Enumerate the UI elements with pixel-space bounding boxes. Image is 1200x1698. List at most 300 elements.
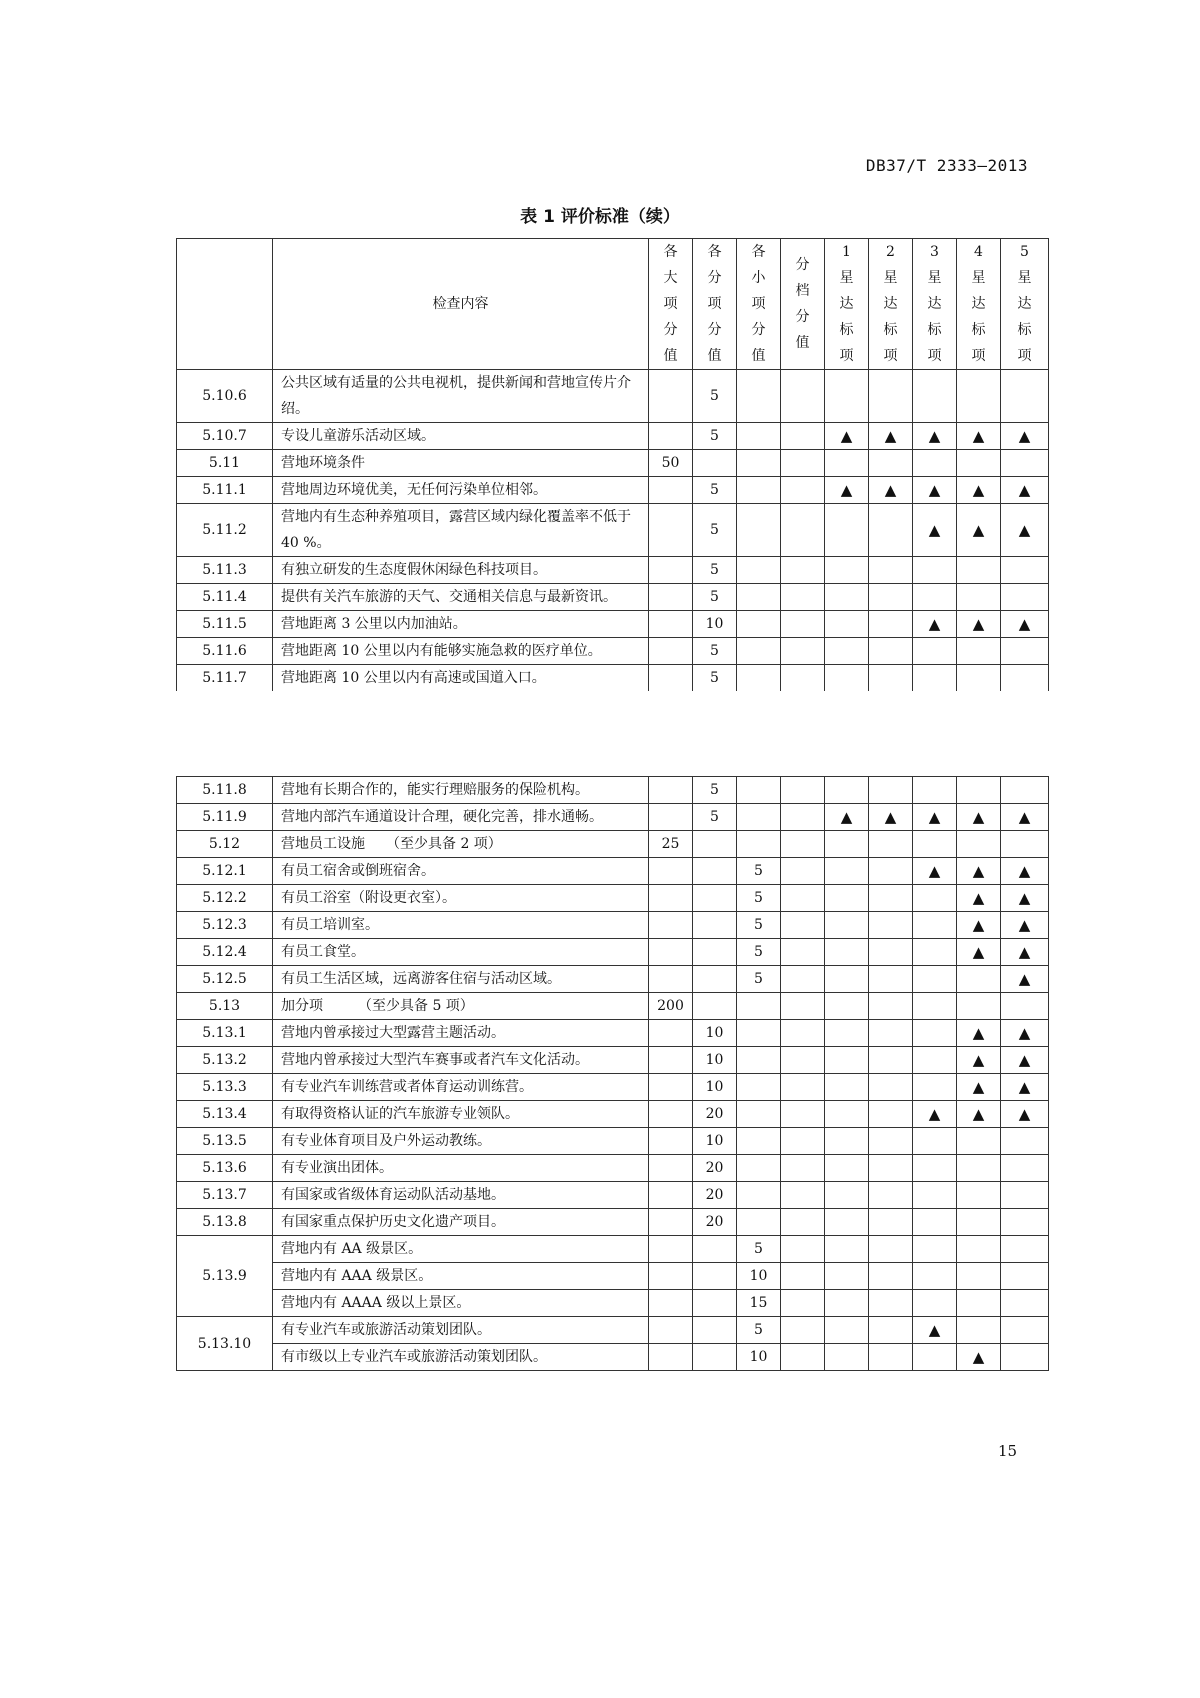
table-row <box>177 804 1049 831</box>
tier-score <box>781 584 825 611</box>
item-code: 5.11.8 <box>177 777 273 804</box>
star1-mark <box>825 1020 869 1047</box>
item-content: 营地有长期合作的，能实行理赔服务的保险机构。 <box>273 777 649 804</box>
star3-mark <box>913 1155 957 1182</box>
header-star2: 2 星 达 标 项 <box>869 239 913 370</box>
small-score: 5 <box>737 1236 781 1263</box>
item-content: 有员工食堂。 <box>273 939 649 966</box>
sub-score: 5 <box>693 665 737 692</box>
big-score <box>649 1074 693 1101</box>
star1-mark <box>825 1155 869 1182</box>
small-score: 10 <box>737 1263 781 1290</box>
tier-score <box>781 1074 825 1101</box>
table-row <box>177 1209 1049 1236</box>
tier-score <box>781 885 825 912</box>
star3-mark <box>913 1020 957 1047</box>
star3-mark <box>913 831 957 858</box>
star3-mark <box>913 885 957 912</box>
page-number: 15 <box>998 1442 1018 1460</box>
item-code: 5.13.6 <box>177 1155 273 1182</box>
table-row <box>177 966 1049 993</box>
star2-mark <box>869 1317 913 1344</box>
star5-mark <box>1001 1290 1049 1317</box>
header-sub: 各 分 项 分 值 <box>693 239 737 370</box>
item-code: 5.13.1 <box>177 1020 273 1047</box>
sub-score <box>693 912 737 939</box>
tier-score <box>781 450 825 477</box>
big-score: 50 <box>649 450 693 477</box>
header-star5: 5 星 达 标 项 <box>1001 239 1049 370</box>
star1-mark <box>825 777 869 804</box>
sub-score: 10 <box>693 611 737 638</box>
item-code: 5.10.7 <box>177 423 273 450</box>
small-score <box>737 1047 781 1074</box>
table-row <box>177 638 1049 665</box>
item-code: 5.11.1 <box>177 477 273 504</box>
sub-score: 5 <box>693 370 737 423</box>
star4-mark: ▲ <box>957 804 1001 831</box>
star1-mark: ▲ <box>825 477 869 504</box>
star1-mark <box>825 638 869 665</box>
item-code: 5.13.10 <box>177 1317 273 1371</box>
star1-mark <box>825 1317 869 1344</box>
big-score <box>649 638 693 665</box>
star5-mark <box>1001 1344 1049 1371</box>
item-content: 营地内曾承接过大型露营主题活动。 <box>273 1020 649 1047</box>
star2-mark <box>869 1209 913 1236</box>
star4-mark <box>957 638 1001 665</box>
star1-mark <box>825 1101 869 1128</box>
table-row <box>177 477 1049 504</box>
star1-mark <box>825 858 869 885</box>
star4-mark: ▲ <box>957 477 1001 504</box>
star4-mark <box>957 1182 1001 1209</box>
item-code: 5.13.5 <box>177 1128 273 1155</box>
star5-mark: ▲ <box>1001 912 1049 939</box>
big-score <box>649 939 693 966</box>
star3-mark: ▲ <box>913 858 957 885</box>
item-content: 有员工生活区域，远离游客住宿与活动区域。 <box>273 966 649 993</box>
sub-score <box>693 993 737 1020</box>
small-score <box>737 450 781 477</box>
star4-mark <box>957 1290 1001 1317</box>
star2-mark <box>869 1128 913 1155</box>
header-star3: 3 星 达 标 项 <box>913 239 957 370</box>
table-row <box>177 1047 1049 1074</box>
small-score: 5 <box>737 966 781 993</box>
item-code: 5.13.4 <box>177 1101 273 1128</box>
item-content: 营地内部汽车通道设计合理，硬化完善，排水通畅。 <box>273 804 649 831</box>
star1-mark <box>825 370 869 423</box>
tier-score <box>781 638 825 665</box>
item-content: 营地环境条件 <box>273 450 649 477</box>
big-score <box>649 370 693 423</box>
sub-score: 5 <box>693 423 737 450</box>
star1-mark <box>825 939 869 966</box>
table-row <box>177 831 1049 858</box>
tier-score <box>781 477 825 504</box>
star2-mark <box>869 1074 913 1101</box>
sub-score: 5 <box>693 638 737 665</box>
big-score <box>649 1182 693 1209</box>
item-code: 5.12.3 <box>177 912 273 939</box>
small-score: 5 <box>737 912 781 939</box>
item-code: 5.11 <box>177 450 273 477</box>
tier-score <box>781 1344 825 1371</box>
small-score: 5 <box>737 1317 781 1344</box>
star5-mark <box>1001 1155 1049 1182</box>
star3-mark <box>913 966 957 993</box>
star3-mark <box>913 1263 957 1290</box>
big-score: 200 <box>649 993 693 1020</box>
small-score <box>737 584 781 611</box>
tier-score <box>781 912 825 939</box>
star3-mark: ▲ <box>913 611 957 638</box>
item-code: 5.11.2 <box>177 504 273 557</box>
table-row <box>177 1101 1049 1128</box>
sub-score: 20 <box>693 1209 737 1236</box>
table-row <box>177 1155 1049 1182</box>
item-code: 5.13.7 <box>177 1182 273 1209</box>
item-content: 有独立研发的生态度假休闲绿色科技项目。 <box>273 557 649 584</box>
sub-score: 20 <box>693 1101 737 1128</box>
item-code: 5.12.4 <box>177 939 273 966</box>
sub-score: 5 <box>693 557 737 584</box>
table-row <box>177 665 1049 692</box>
star2-mark <box>869 1182 913 1209</box>
item-content: 营地内曾承接过大型汽车赛事或者汽车文化活动。 <box>273 1047 649 1074</box>
star2-mark <box>869 1155 913 1182</box>
star3-mark: ▲ <box>913 504 957 557</box>
star5-mark: ▲ <box>1001 423 1049 450</box>
big-score <box>649 477 693 504</box>
table-row <box>177 504 1049 557</box>
table-row <box>177 939 1049 966</box>
star1-mark <box>825 1263 869 1290</box>
star2-mark <box>869 557 913 584</box>
tier-score <box>781 1209 825 1236</box>
small-score <box>737 1209 781 1236</box>
tier-score <box>781 858 825 885</box>
star2-mark <box>869 966 913 993</box>
header-star1: 1 星 达 标 项 <box>825 239 869 370</box>
document-code: DB37/T 2333—2013 <box>865 156 1028 175</box>
star3-mark <box>913 1182 957 1209</box>
star3-mark <box>913 939 957 966</box>
star1-mark <box>825 966 869 993</box>
table-row <box>177 1074 1049 1101</box>
star5-mark: ▲ <box>1001 477 1049 504</box>
big-score <box>649 966 693 993</box>
star2-mark <box>869 665 913 692</box>
item-content: 营地距离 3 公里以内加油站。 <box>273 611 649 638</box>
big-score <box>649 665 693 692</box>
tier-score <box>781 804 825 831</box>
star3-mark <box>913 777 957 804</box>
star3-mark <box>913 1290 957 1317</box>
star1-mark <box>825 1344 869 1371</box>
header-tier: 分 档 分 值 <box>781 239 825 370</box>
star2-mark: ▲ <box>869 804 913 831</box>
star1-mark <box>825 885 869 912</box>
header-code-cell <box>177 239 273 370</box>
star4-mark <box>957 370 1001 423</box>
item-content: 有员工宿舍或倒班宿舍。 <box>273 858 649 885</box>
tier-score <box>781 1182 825 1209</box>
item-code: 5.13.3 <box>177 1074 273 1101</box>
item-code: 5.13 <box>177 993 273 1020</box>
small-score: 10 <box>737 1344 781 1371</box>
item-code: 5.12.1 <box>177 858 273 885</box>
big-score <box>649 557 693 584</box>
star4-mark: ▲ <box>957 939 1001 966</box>
item-content: 提供有关汽车旅游的天气、交通相关信息与最新资讯。 <box>273 584 649 611</box>
small-score: 15 <box>737 1290 781 1317</box>
big-score <box>649 611 693 638</box>
star1-mark <box>825 611 869 638</box>
header-row <box>177 239 1049 370</box>
star1-mark <box>825 912 869 939</box>
star2-mark <box>869 858 913 885</box>
sub-score: 20 <box>693 1155 737 1182</box>
item-content: 有专业体育项目及户外运动教练。 <box>273 1128 649 1155</box>
table-row <box>177 1182 1049 1209</box>
sub-score <box>693 939 737 966</box>
item-content: 有专业演出团体。 <box>273 1155 649 1182</box>
tier-score <box>781 1290 825 1317</box>
sub-score <box>693 450 737 477</box>
table-row <box>177 1236 1049 1263</box>
sub-score <box>693 966 737 993</box>
star1-mark: ▲ <box>825 423 869 450</box>
small-score <box>737 1182 781 1209</box>
star2-mark <box>869 1290 913 1317</box>
star4-mark <box>957 966 1001 993</box>
star3-mark <box>913 993 957 1020</box>
sub-score <box>693 1236 737 1263</box>
big-score <box>649 885 693 912</box>
big-score <box>649 912 693 939</box>
item-content: 公共区域有适量的公共电视机，提供新闻和营地宣传片介绍。 <box>273 370 649 423</box>
small-score <box>737 611 781 638</box>
table-row <box>177 1317 1049 1344</box>
table-row <box>177 611 1049 638</box>
star5-mark <box>1001 1182 1049 1209</box>
sub-score: 10 <box>693 1074 737 1101</box>
star5-mark: ▲ <box>1001 1101 1049 1128</box>
small-score <box>737 504 781 557</box>
item-content: 营地内有 AA 级景区。 <box>273 1236 649 1263</box>
item-code: 5.11.5 <box>177 611 273 638</box>
small-score <box>737 477 781 504</box>
star3-mark <box>913 665 957 692</box>
small-score <box>737 1020 781 1047</box>
big-score <box>649 804 693 831</box>
star4-mark <box>957 1263 1001 1290</box>
star4-mark <box>957 1236 1001 1263</box>
big-score <box>649 1047 693 1074</box>
item-content: 营地内有生态种养殖项目，露营区域内绿化覆盖率不低于 40 %。 <box>273 504 649 557</box>
item-content: 加分项 （至少具备 5 项） <box>273 993 649 1020</box>
star3-mark <box>913 1236 957 1263</box>
tier-score <box>781 557 825 584</box>
star5-mark <box>1001 831 1049 858</box>
star2-mark <box>869 831 913 858</box>
star5-mark <box>1001 993 1049 1020</box>
sub-score: 5 <box>693 777 737 804</box>
item-code: 5.10.6 <box>177 370 273 423</box>
star3-mark <box>913 1344 957 1371</box>
star1-mark <box>825 993 869 1020</box>
tier-score <box>781 611 825 638</box>
star1-mark <box>825 1290 869 1317</box>
item-content: 有国家重点保护历史文化遗产项目。 <box>273 1209 649 1236</box>
star4-mark: ▲ <box>957 1344 1001 1371</box>
header-big: 各 大 项 分 值 <box>649 239 693 370</box>
small-score <box>737 1155 781 1182</box>
star3-mark: ▲ <box>913 423 957 450</box>
small-score <box>737 423 781 450</box>
star5-mark <box>1001 1236 1049 1263</box>
item-code: 5.11.7 <box>177 665 273 692</box>
sub-score: 5 <box>693 504 737 557</box>
tier-score <box>781 665 825 692</box>
header-small: 各 小 项 分 值 <box>737 239 781 370</box>
star3-mark <box>913 912 957 939</box>
sub-score: 10 <box>693 1047 737 1074</box>
big-score <box>649 423 693 450</box>
sub-score: 5 <box>693 804 737 831</box>
item-content: 营地内有 AAA 级景区。 <box>273 1263 649 1290</box>
star4-mark <box>957 1209 1001 1236</box>
star2-mark <box>869 1101 913 1128</box>
star2-mark <box>869 885 913 912</box>
big-score <box>649 1128 693 1155</box>
star1-mark <box>825 1074 869 1101</box>
star2-mark <box>869 939 913 966</box>
star2-mark <box>869 1344 913 1371</box>
item-code: 5.11.4 <box>177 584 273 611</box>
big-score <box>649 584 693 611</box>
star3-mark <box>913 638 957 665</box>
star5-mark <box>1001 1128 1049 1155</box>
table-row <box>177 370 1049 423</box>
item-content: 营地距离 10 公里以内有高速或国道入口。 <box>273 665 649 692</box>
table-row <box>177 858 1049 885</box>
table-row <box>177 993 1049 1020</box>
star1-mark <box>825 1182 869 1209</box>
star1-mark <box>825 1128 869 1155</box>
star2-mark <box>869 1020 913 1047</box>
big-score <box>649 1209 693 1236</box>
tier-score <box>781 1263 825 1290</box>
small-score <box>737 993 781 1020</box>
sub-score: 5 <box>693 584 737 611</box>
sub-score <box>693 885 737 912</box>
big-score <box>649 858 693 885</box>
table-row <box>177 1344 1049 1371</box>
star5-mark: ▲ <box>1001 504 1049 557</box>
star2-mark <box>869 584 913 611</box>
star5-mark <box>1001 584 1049 611</box>
tier-score <box>781 1317 825 1344</box>
sub-score <box>693 1317 737 1344</box>
tier-score <box>781 423 825 450</box>
star3-mark <box>913 1209 957 1236</box>
sub-score: 5 <box>693 477 737 504</box>
star5-mark <box>1001 450 1049 477</box>
item-code: 5.12 <box>177 831 273 858</box>
sub-score <box>693 1344 737 1371</box>
evaluation-table-part2 <box>176 776 1049 1371</box>
star2-mark: ▲ <box>869 423 913 450</box>
sub-score: 20 <box>693 1182 737 1209</box>
item-content: 营地员工设施 （至少具备 2 项） <box>273 831 649 858</box>
star2-mark <box>869 504 913 557</box>
table-row <box>177 1020 1049 1047</box>
item-code: 5.11.9 <box>177 804 273 831</box>
small-score: 5 <box>737 939 781 966</box>
star4-mark <box>957 450 1001 477</box>
star4-mark <box>957 1155 1001 1182</box>
item-code: 5.13.8 <box>177 1209 273 1236</box>
table-row <box>177 1263 1049 1290</box>
big-score <box>649 1263 693 1290</box>
star3-mark: ▲ <box>913 804 957 831</box>
star5-mark <box>1001 777 1049 804</box>
tier-score <box>781 1236 825 1263</box>
big-score <box>649 1317 693 1344</box>
big-score <box>649 504 693 557</box>
header-content: 检查内容 <box>273 239 649 370</box>
sub-score <box>693 1263 737 1290</box>
star4-mark: ▲ <box>957 1047 1001 1074</box>
star5-mark: ▲ <box>1001 611 1049 638</box>
small-score <box>737 1101 781 1128</box>
star2-mark <box>869 1047 913 1074</box>
star4-mark: ▲ <box>957 858 1001 885</box>
table-row <box>177 1128 1049 1155</box>
star3-mark: ▲ <box>913 1317 957 1344</box>
header-star4: 4 星 达 标 项 <box>957 239 1001 370</box>
star1-mark <box>825 1047 869 1074</box>
star1-mark <box>825 665 869 692</box>
star3-mark <box>913 1047 957 1074</box>
table-row <box>177 912 1049 939</box>
tier-score <box>781 1101 825 1128</box>
star4-mark: ▲ <box>957 423 1001 450</box>
star5-mark <box>1001 370 1049 423</box>
star5-mark: ▲ <box>1001 1047 1049 1074</box>
star2-mark <box>869 912 913 939</box>
small-score <box>737 831 781 858</box>
table-row <box>177 777 1049 804</box>
item-content: 有员工浴室（附设更衣室）。 <box>273 885 649 912</box>
tier-score <box>781 370 825 423</box>
tier-score <box>781 1128 825 1155</box>
tier-score <box>781 939 825 966</box>
star5-mark: ▲ <box>1001 1020 1049 1047</box>
tier-score <box>781 777 825 804</box>
star4-mark <box>957 1317 1001 1344</box>
table-row <box>177 1290 1049 1317</box>
item-content: 有取得资格认证的汽车旅游专业领队。 <box>273 1101 649 1128</box>
small-score <box>737 557 781 584</box>
star4-mark <box>957 557 1001 584</box>
sub-score: 10 <box>693 1128 737 1155</box>
star5-mark <box>1001 638 1049 665</box>
star2-mark <box>869 370 913 423</box>
